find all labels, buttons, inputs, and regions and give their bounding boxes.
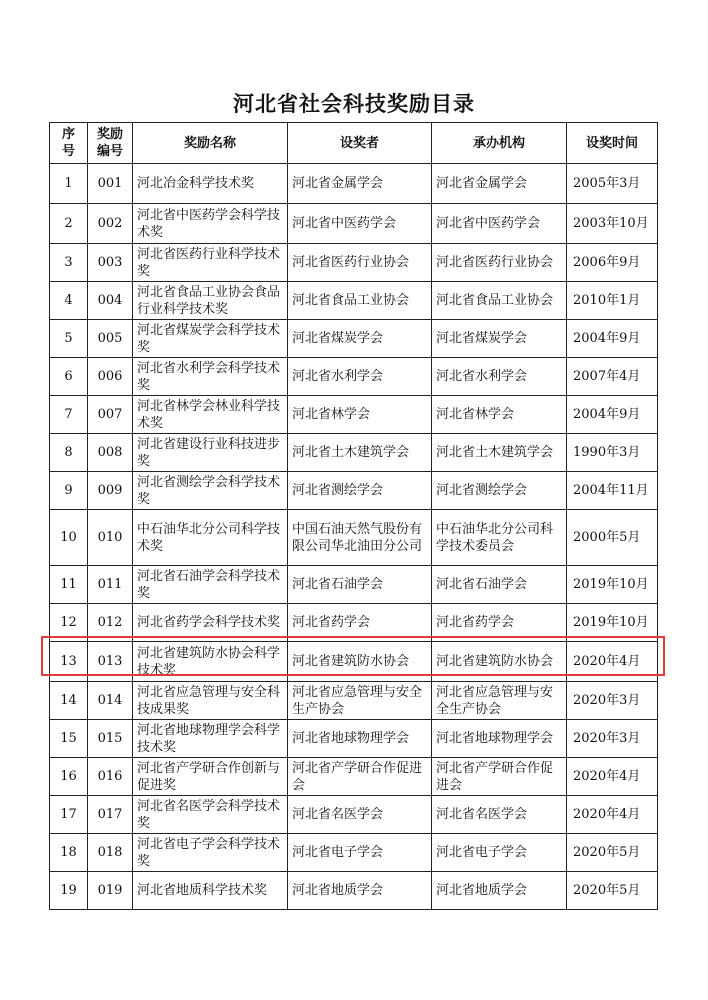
cell-time: 2003年10月 [567, 204, 658, 244]
cell-org: 中石油华北分公司科学技术委员会 [432, 510, 567, 566]
cell-setter: 河北省食品工业协会 [288, 282, 432, 320]
cell-name: 河北省名医学会科学技术奖 [133, 796, 288, 834]
cell-no: 2 [50, 204, 88, 244]
cell-org: 河北省土木建筑学会 [432, 434, 567, 472]
table-row [50, 204, 658, 244]
awards-table [49, 122, 658, 910]
cell-code: 003 [88, 244, 133, 282]
table-row [50, 758, 658, 796]
cell-name: 中石油华北分公司科学技术奖 [133, 510, 288, 566]
cell-no: 12 [50, 604, 88, 642]
cell-no: 19 [50, 872, 88, 910]
cell-code: 004 [88, 282, 133, 320]
cell-no: 11 [50, 566, 88, 604]
cell-setter: 河北省煤炭学会 [288, 320, 432, 358]
cell-time: 2007年4月 [567, 358, 658, 396]
cell-setter: 河北省医药行业协会 [288, 244, 432, 282]
cell-no: 5 [50, 320, 88, 358]
cell-no: 7 [50, 396, 88, 434]
table-row [50, 566, 658, 604]
table-body [50, 164, 658, 910]
cell-time: 2020年4月 [567, 642, 658, 682]
cell-time: 2020年4月 [567, 758, 658, 796]
cell-time: 2020年3月 [567, 720, 658, 758]
cell-setter: 河北省测绘学会 [288, 472, 432, 510]
cell-name: 河北省产学研合作创新与促进奖 [133, 758, 288, 796]
cell-no: 9 [50, 472, 88, 510]
cell-name: 河北冶金科学技术奖 [133, 164, 288, 204]
cell-org: 河北省药学会 [432, 604, 567, 642]
cell-time: 2020年5月 [567, 834, 658, 872]
cell-name: 河北省测绘学会科学技术奖 [133, 472, 288, 510]
cell-name: 河北省食品工业协会食品行业科学技术奖 [133, 282, 288, 320]
cell-time: 2020年5月 [567, 872, 658, 910]
cell-org: 河北省林学会 [432, 396, 567, 434]
table-row [50, 396, 658, 434]
cell-org: 河北省石油学会 [432, 566, 567, 604]
cell-name: 河北省林学会林业科学技术奖 [133, 396, 288, 434]
cell-code: 009 [88, 472, 133, 510]
table-row [50, 164, 658, 204]
cell-org: 河北省中医药学会 [432, 204, 567, 244]
cell-code: 015 [88, 720, 133, 758]
header-org: 承办机构 [432, 123, 567, 164]
cell-name: 河北省药学会科学技术奖 [133, 604, 288, 642]
table-row [50, 244, 658, 282]
header-time: 设奖时间 [567, 123, 658, 164]
cell-no: 14 [50, 682, 88, 720]
cell-code: 019 [88, 872, 133, 910]
cell-org: 河北省水利学会 [432, 358, 567, 396]
cell-org: 河北省测绘学会 [432, 472, 567, 510]
header-name: 奖励名称 [133, 123, 288, 164]
cell-no: 8 [50, 434, 88, 472]
cell-name: 河北省医药行业科学技术奖 [133, 244, 288, 282]
cell-setter: 河北省地球物理学会 [288, 720, 432, 758]
cell-name: 河北省煤炭学会科学技术奖 [133, 320, 288, 358]
cell-name: 河北省电子学会科学技术奖 [133, 834, 288, 872]
cell-org: 河北省食品工业协会 [432, 282, 567, 320]
cell-no: 16 [50, 758, 88, 796]
cell-setter: 河北省金属学会 [288, 164, 432, 204]
table-row [50, 604, 658, 642]
cell-time: 2019年10月 [567, 566, 658, 604]
cell-name: 河北省应急管理与安全科技成果奖 [133, 682, 288, 720]
cell-name: 河北省建筑防水协会科学技术奖 [133, 642, 288, 682]
cell-org: 河北省产学研合作促进会 [432, 758, 567, 796]
cell-no: 3 [50, 244, 88, 282]
table-row [50, 720, 658, 758]
header-no: 序号 [50, 123, 88, 164]
cell-setter: 河北省中医药学会 [288, 204, 432, 244]
cell-time: 1990年3月 [567, 434, 658, 472]
cell-setter: 河北省土木建筑学会 [288, 434, 432, 472]
cell-code: 018 [88, 834, 133, 872]
table-header-row [50, 123, 658, 164]
cell-no: 18 [50, 834, 88, 872]
table-row [50, 282, 658, 320]
cell-setter: 河北省名医学会 [288, 796, 432, 834]
cell-setter: 中国石油天然气股份有限公司华北油田分公司 [288, 510, 432, 566]
table-row [50, 434, 658, 472]
cell-name: 河北省中医药学会科学技术奖 [133, 204, 288, 244]
cell-code: 010 [88, 510, 133, 566]
cell-time: 2019年10月 [567, 604, 658, 642]
cell-org: 河北省地球物理学会 [432, 720, 567, 758]
cell-setter: 河北省水利学会 [288, 358, 432, 396]
cell-code: 012 [88, 604, 133, 642]
cell-no: 1 [50, 164, 88, 204]
cell-code: 001 [88, 164, 133, 204]
cell-setter: 河北省电子学会 [288, 834, 432, 872]
cell-code: 017 [88, 796, 133, 834]
cell-no: 4 [50, 282, 88, 320]
cell-org: 河北省建筑防水协会 [432, 642, 567, 682]
cell-name: 河北省地质科学技术奖 [133, 872, 288, 910]
cell-name: 河北省石油学会科学技术奖 [133, 566, 288, 604]
cell-setter: 河北省林学会 [288, 396, 432, 434]
cell-time: 2020年4月 [567, 796, 658, 834]
cell-setter: 河北省应急管理与安全生产协会 [288, 682, 432, 720]
table-row [50, 472, 658, 510]
cell-time: 2010年1月 [567, 282, 658, 320]
cell-name: 河北省水利学会科学技术奖 [133, 358, 288, 396]
cell-time: 2004年9月 [567, 320, 658, 358]
header-setter: 设奖者 [288, 123, 432, 164]
cell-time: 2005年3月 [567, 164, 658, 204]
cell-no: 17 [50, 796, 88, 834]
cell-no: 10 [50, 510, 88, 566]
cell-org: 河北省名医学会 [432, 796, 567, 834]
cell-setter: 河北省石油学会 [288, 566, 432, 604]
cell-org: 河北省地质学会 [432, 872, 567, 910]
cell-code: 006 [88, 358, 133, 396]
cell-code: 007 [88, 396, 133, 434]
cell-setter: 河北省建筑防水协会 [288, 642, 432, 682]
table-row [50, 320, 658, 358]
cell-time: 2006年9月 [567, 244, 658, 282]
cell-time: 2020年3月 [567, 682, 658, 720]
cell-code: 016 [88, 758, 133, 796]
table-row [50, 834, 658, 872]
cell-org: 河北省煤炭学会 [432, 320, 567, 358]
cell-name: 河北省地球物理学会科学技术奖 [133, 720, 288, 758]
page-title: 河北省社会科技奖励目录 [233, 92, 475, 116]
cell-no: 13 [50, 642, 88, 682]
cell-setter: 河北省地质学会 [288, 872, 432, 910]
cell-code: 014 [88, 682, 133, 720]
cell-time: 2000年5月 [567, 510, 658, 566]
cell-setter: 河北省药学会 [288, 604, 432, 642]
table-row [50, 358, 658, 396]
cell-org: 河北省电子学会 [432, 834, 567, 872]
cell-org: 河北省应急管理与安全生产协会 [432, 682, 567, 720]
cell-code: 008 [88, 434, 133, 472]
cell-no: 6 [50, 358, 88, 396]
header-code: 奖励编号 [88, 123, 133, 164]
cell-org: 河北省医药行业协会 [432, 244, 567, 282]
cell-no: 15 [50, 720, 88, 758]
cell-code: 011 [88, 566, 133, 604]
cell-org: 河北省金属学会 [432, 164, 567, 204]
table-row [50, 642, 658, 682]
table-row [50, 872, 658, 910]
cell-time: 2004年9月 [567, 396, 658, 434]
table-row [50, 510, 658, 566]
cell-code: 013 [88, 642, 133, 682]
cell-time: 2004年11月 [567, 472, 658, 510]
cell-code: 005 [88, 320, 133, 358]
table-row [50, 796, 658, 834]
cell-name: 河北省建设行业科技进步奖 [133, 434, 288, 472]
table-row [50, 682, 658, 720]
cell-code: 002 [88, 204, 133, 244]
cell-setter: 河北省产学研合作促进会 [288, 758, 432, 796]
